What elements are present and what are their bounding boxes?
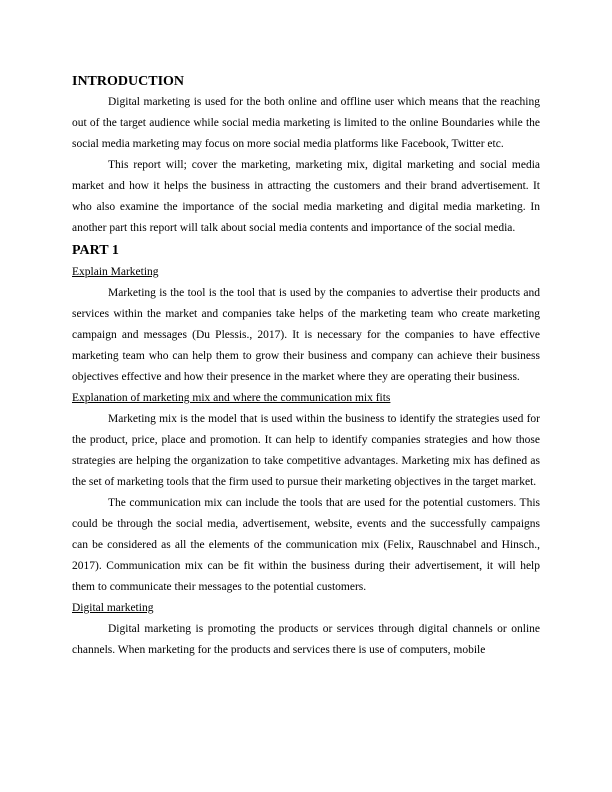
explain-marketing-paragraph: Marketing is the tool is the tool that is used by the companies to advertise their products and services within the market and companies take helps of the marketing team who create marketing campaign and messages (Du Plessis., 2017). It is necessary for the companies to have effective marketing team who can help them to grow their business and company can achieve their business objectives effective and how their presence in the market where they are operating their business. bbox=[72, 287, 540, 383]
introduction-heading: INTRODUCTION bbox=[72, 74, 185, 89]
marketing-mix-paragraph-1: Marketing mix is the model that is used within the business to identify the strategies used for the product, price, place and promotion. It can help to identify companies strategies and how those strategies are helping the organization to take competitive advantages. Marketing mix has defined as the set of marketing tools that the firm used to pursue their marketing objectives in the target market. bbox=[72, 413, 540, 488]
introduction-paragraph-1: Digital marketing is used for the both online and offline user which means that the reaching out of the target audience while social media marketing is limited to the online Boundaries while the social media marketing may focus on more social media platforms like Facebook, Twitter etc. bbox=[72, 96, 540, 150]
digital-marketing-paragraph: Digital marketing is promoting the products or services through digital channels or online channels. When marketing for the products and services there is use of computers, mobile bbox=[72, 623, 540, 656]
introduction-paragraph-2: This report will; cover the marketing, marketing mix, digital marketing and social media market and how it helps the business in attracting the customers and their brand advertisement. It who also examine the importance of the social media marketing and digital media marketing. In another part this report will talk about social media contents and importance of the social media. bbox=[72, 159, 540, 234]
explain-marketing-subheading: Explain Marketing bbox=[72, 266, 159, 278]
marketing-mix-subheading: Explanation of marketing mix and where the communication mix fits bbox=[72, 392, 391, 404]
digital-marketing-subheading: Digital marketing bbox=[72, 602, 154, 614]
part-1-heading: PART 1 bbox=[72, 243, 119, 258]
document-page bbox=[72, 68, 540, 661]
marketing-mix-paragraph-2: The communication mix can include the tools that are used for the potential customers. This could be through the social media, advertisement, website, events and the successfully campaigns can be considered as all the elements of the communication mix (Felix, Rauschnabel and Hinsch., 2017). Communication mix can be fit within the business during their advertisement, it will help them to communicate their messages to the potential customers. bbox=[72, 497, 540, 593]
